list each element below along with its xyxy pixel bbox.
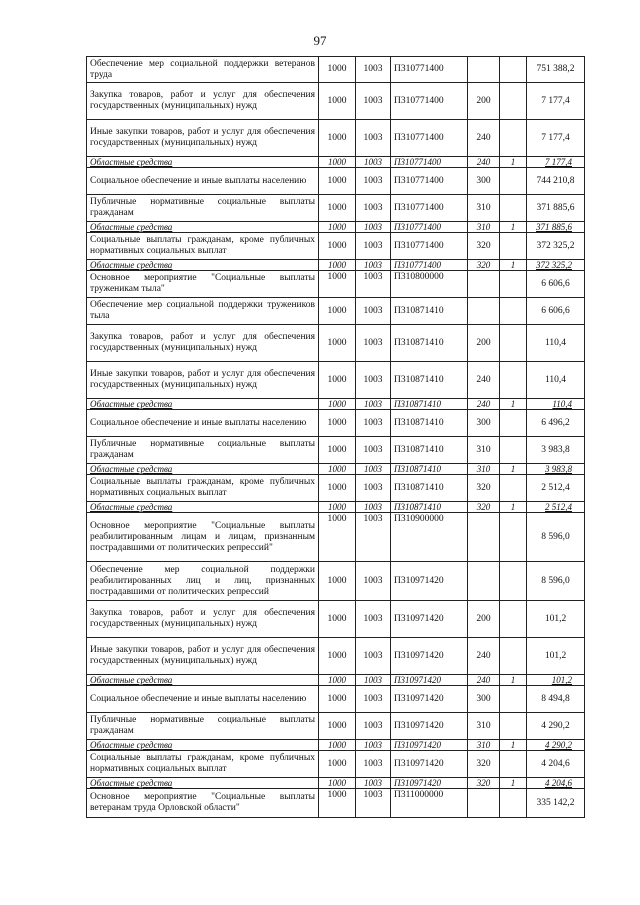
fund-source-code <box>500 686 527 713</box>
fund-source-code <box>500 638 527 675</box>
expense-type-code: 200 <box>468 83 500 120</box>
amount-value: 101,2 <box>527 601 585 638</box>
expense-type-code: 240 <box>468 120 500 157</box>
subsection-code: 1003 <box>356 789 391 818</box>
target-article-code: П310871410 <box>391 502 468 513</box>
fund-source-code <box>500 233 527 260</box>
target-article-code: П310771400 <box>391 195 468 222</box>
row-name: Социальные выплаты гражданам, кроме публичных нормативных социальных выплат <box>87 751 319 778</box>
row-name: Социальное обеспечение и иные выплаты населению <box>87 168 319 195</box>
table-row <box>87 298 585 325</box>
expense-type-code: 310 <box>468 437 500 464</box>
subsection-code: 1003 <box>356 222 391 233</box>
section-code: 1000 <box>319 789 356 818</box>
target-article-code: П310871410 <box>391 464 468 475</box>
expense-type-code <box>468 271 500 298</box>
target-article-code: П310971420 <box>391 638 468 675</box>
section-code: 1000 <box>319 502 356 513</box>
subsection-code: 1003 <box>356 325 391 362</box>
row-name: Областные средства <box>87 502 319 513</box>
subsection-code: 1003 <box>356 562 391 601</box>
row-name: Иные закупки товаров, работ и услуг для обеспечения государственных (муниципальных) нужд <box>87 362 319 399</box>
target-article-code: П310971420 <box>391 675 468 686</box>
subsection-code: 1003 <box>356 638 391 675</box>
subsection-code: 1003 <box>356 83 391 120</box>
subsection-code: 1003 <box>356 168 391 195</box>
amount-value: 4 290,2 <box>527 740 585 751</box>
subsection-code: 1003 <box>356 713 391 740</box>
fund-source-code <box>500 298 527 325</box>
subsection-code: 1003 <box>356 120 391 157</box>
section-code: 1000 <box>319 83 356 120</box>
amount-value: 3 983,8 <box>527 464 585 475</box>
table-row <box>87 751 585 778</box>
amount-value: 2 512,4 <box>527 475 585 502</box>
section-code: 1000 <box>319 601 356 638</box>
fund-source-code <box>500 437 527 464</box>
target-article-code: П310971420 <box>391 601 468 638</box>
expense-type-code: 240 <box>468 399 500 410</box>
row-name: Иные закупки товаров, работ и услуг для обеспечения государственных (муниципальных) нужд <box>87 120 319 157</box>
fund-source-code: 1 <box>500 260 527 271</box>
subsection-code: 1003 <box>356 233 391 260</box>
expense-type-code: 240 <box>468 638 500 675</box>
section-code: 1000 <box>319 260 356 271</box>
subsection-code: 1003 <box>356 475 391 502</box>
expense-type-code: 320 <box>468 751 500 778</box>
target-article-code: П310971420 <box>391 562 468 601</box>
expense-type-code <box>468 789 500 818</box>
section-code: 1000 <box>319 686 356 713</box>
row-name: Обеспечение мер социальной поддержки реабилитированных лиц и лиц, признанных пострадавшими от политических репрессий <box>87 562 319 601</box>
row-name: Областные средства <box>87 675 319 686</box>
subsection-code: 1003 <box>356 399 391 410</box>
target-article-code: П310871410 <box>391 298 468 325</box>
table-row-regional-funds <box>87 675 585 686</box>
row-name: Областные средства <box>87 399 319 410</box>
amount-value: 371 885,6 <box>527 195 585 222</box>
fund-source-code <box>500 168 527 195</box>
fund-source-code <box>500 271 527 298</box>
section-code: 1000 <box>319 57 356 83</box>
fund-source-code <box>500 751 527 778</box>
expense-type-code <box>468 298 500 325</box>
expense-type-code: 320 <box>468 475 500 502</box>
table-row-regional-funds <box>87 399 585 410</box>
expense-type-code: 240 <box>468 362 500 399</box>
amount-value: 372 325,2 <box>527 260 585 271</box>
fund-source-code <box>500 562 527 601</box>
amount-value: 2 512,4 <box>527 502 585 513</box>
expense-type-code <box>468 57 500 83</box>
target-article-code: П310971420 <box>391 740 468 751</box>
row-name: Социальные выплаты гражданам, кроме публичных нормативных социальных выплат <box>87 475 319 502</box>
expense-type-code: 320 <box>468 260 500 271</box>
target-article-code: П310971420 <box>391 713 468 740</box>
target-article-code: П310771400 <box>391 83 468 120</box>
subsection-code: 1003 <box>356 57 391 83</box>
expense-type-code: 310 <box>468 195 500 222</box>
expense-type-code: 320 <box>468 778 500 789</box>
table-row <box>87 562 585 601</box>
subsection-code: 1003 <box>356 362 391 399</box>
row-name: Социальные выплаты гражданам, кроме публичных нормативных социальных выплат <box>87 233 319 260</box>
amount-value: 7 177,4 <box>527 157 585 168</box>
section-code: 1000 <box>319 233 356 260</box>
amount-value: 7 177,4 <box>527 120 585 157</box>
amount-value: 6 496,2 <box>527 410 585 437</box>
table-row <box>87 120 585 157</box>
row-name: Обеспечение мер социальной поддержки ветеранов труда <box>87 57 319 83</box>
table-row <box>87 410 585 437</box>
amount-value: 4 204,6 <box>527 778 585 789</box>
subsection-code: 1003 <box>356 410 391 437</box>
fund-source-code <box>500 195 527 222</box>
section-code: 1000 <box>319 325 356 362</box>
section-code: 1000 <box>319 638 356 675</box>
target-article-code: П311000000 <box>391 789 468 818</box>
expense-type-code <box>468 562 500 601</box>
row-name: Закупка товаров, работ и услуг для обеспечения государственных (муниципальных) нужд <box>87 325 319 362</box>
fund-source-code: 1 <box>500 778 527 789</box>
subsection-code: 1003 <box>356 298 391 325</box>
amount-value: 335 142,2 <box>527 789 585 818</box>
fund-source-code: 1 <box>500 222 527 233</box>
fund-source-code <box>500 513 527 562</box>
subsection-code: 1003 <box>356 437 391 464</box>
amount-value: 8 596,0 <box>527 562 585 601</box>
fund-source-code: 1 <box>500 464 527 475</box>
fund-source-code: 1 <box>500 399 527 410</box>
table-row-main-activity <box>87 513 585 562</box>
target-article-code: П310871410 <box>391 410 468 437</box>
subsection-code: 1003 <box>356 675 391 686</box>
target-article-code: П310800000 <box>391 271 468 298</box>
table-row-main-activity <box>87 271 585 298</box>
amount-value: 101,2 <box>527 638 585 675</box>
table-row <box>87 83 585 120</box>
expense-type-code: 320 <box>468 233 500 260</box>
subsection-code: 1003 <box>356 464 391 475</box>
amount-value: 371 885,6 <box>527 222 585 233</box>
table-row-regional-funds <box>87 502 585 513</box>
target-article-code: П310971420 <box>391 778 468 789</box>
amount-value: 4 290,2 <box>527 713 585 740</box>
expense-type-code: 320 <box>468 502 500 513</box>
target-article-code: П310771400 <box>391 260 468 271</box>
table-row <box>87 168 585 195</box>
fund-source-code: 1 <box>500 502 527 513</box>
page-number: 97 <box>313 33 327 48</box>
expense-type-code: 200 <box>468 601 500 638</box>
section-code: 1000 <box>319 751 356 778</box>
table-row <box>87 233 585 260</box>
fund-source-code <box>500 789 527 818</box>
section-code: 1000 <box>319 778 356 789</box>
row-name: Областные средства <box>87 464 319 475</box>
subsection-code: 1003 <box>356 260 391 271</box>
expense-type-code: 310 <box>468 464 500 475</box>
amount-value: 751 388,2 <box>527 57 585 83</box>
target-article-code: П310771400 <box>391 222 468 233</box>
section-code: 1000 <box>319 120 356 157</box>
table-row-regional-funds <box>87 157 585 168</box>
section-code: 1000 <box>319 399 356 410</box>
table-row <box>87 195 585 222</box>
section-code: 1000 <box>319 362 356 399</box>
table-row <box>87 57 585 83</box>
row-name: Обеспечение мер социальной поддержки тружеников тыла <box>87 298 319 325</box>
section-code: 1000 <box>319 195 356 222</box>
table-row <box>87 601 585 638</box>
fund-source-code: 1 <box>500 157 527 168</box>
subsection-code: 1003 <box>356 195 391 222</box>
target-article-code: П310871410 <box>391 399 468 410</box>
amount-value: 8 494,8 <box>527 686 585 713</box>
budget-table <box>86 56 585 818</box>
row-name: Основное мероприятие "Социальные выплаты труженикам тыла" <box>87 271 319 298</box>
expense-type-code: 200 <box>468 325 500 362</box>
target-article-code: П310871410 <box>391 362 468 399</box>
table-row-regional-funds <box>87 740 585 751</box>
budget-table-body <box>87 57 585 818</box>
fund-source-code <box>500 57 527 83</box>
table-row <box>87 638 585 675</box>
row-name: Иные закупки товаров, работ и услуг для обеспечения государственных (муниципальных) нужд <box>87 638 319 675</box>
target-article-code: П310871410 <box>391 437 468 464</box>
row-name: Областные средства <box>87 260 319 271</box>
section-code: 1000 <box>319 713 356 740</box>
row-name: Областные средства <box>87 157 319 168</box>
target-article-code: П310771400 <box>391 120 468 157</box>
fund-source-code: 1 <box>500 675 527 686</box>
table-row <box>87 713 585 740</box>
target-article-code: П310771400 <box>391 57 468 83</box>
row-name: Публичные нормативные социальные выплаты гражданам <box>87 713 319 740</box>
target-article-code: П310771400 <box>391 168 468 195</box>
target-article-code: П310971420 <box>391 686 468 713</box>
fund-source-code <box>500 325 527 362</box>
amount-value: 744 210,8 <box>527 168 585 195</box>
amount-value: 6 606,6 <box>527 271 585 298</box>
amount-value: 372 325,2 <box>527 233 585 260</box>
fund-source-code: 1 <box>500 740 527 751</box>
amount-value: 4 204,6 <box>527 751 585 778</box>
row-name: Основное мероприятие "Социальные выплаты ветеранам труда Орловской области" <box>87 789 319 818</box>
row-name: Закупка товаров, работ и услуг для обеспечения государственных (муниципальных) нужд <box>87 83 319 120</box>
expense-type-code: 300 <box>468 410 500 437</box>
table-row-regional-funds <box>87 260 585 271</box>
subsection-code: 1003 <box>356 740 391 751</box>
table-row <box>87 475 585 502</box>
amount-value: 6 606,6 <box>527 298 585 325</box>
row-name: Публичные нормативные социальные выплаты гражданам <box>87 195 319 222</box>
table-row-regional-funds <box>87 778 585 789</box>
fund-source-code <box>500 83 527 120</box>
table-row-regional-funds <box>87 464 585 475</box>
row-name: Публичные нормативные социальные выплаты гражданам <box>87 437 319 464</box>
fund-source-code <box>500 601 527 638</box>
target-article-code: П310900000 <box>391 513 468 562</box>
subsection-code: 1003 <box>356 778 391 789</box>
section-code: 1000 <box>319 675 356 686</box>
row-name: Закупка товаров, работ и услуг для обеспечения государственных (муниципальных) нужд <box>87 601 319 638</box>
section-code: 1000 <box>319 740 356 751</box>
subsection-code: 1003 <box>356 513 391 562</box>
fund-source-code <box>500 713 527 740</box>
section-code: 1000 <box>319 222 356 233</box>
table-row <box>87 362 585 399</box>
subsection-code: 1003 <box>356 502 391 513</box>
row-name: Областные средства <box>87 740 319 751</box>
target-article-code: П310971420 <box>391 751 468 778</box>
target-article-code: П310771400 <box>391 233 468 260</box>
subsection-code: 1003 <box>356 601 391 638</box>
row-name: Социальное обеспечение и иные выплаты населению <box>87 410 319 437</box>
section-code: 1000 <box>319 157 356 168</box>
row-name: Областные средства <box>87 222 319 233</box>
subsection-code: 1003 <box>356 271 391 298</box>
section-code: 1000 <box>319 513 356 562</box>
subsection-code: 1003 <box>356 751 391 778</box>
target-article-code: П310871410 <box>391 475 468 502</box>
expense-type-code <box>468 513 500 562</box>
section-code: 1000 <box>319 168 356 195</box>
subsection-code: 1003 <box>356 157 391 168</box>
row-name: Основное мероприятие "Социальные выплаты реабилитированным лицам и лицам, признанным пострадавшими от политических репрессий" <box>87 513 319 562</box>
expense-type-code: 310 <box>468 713 500 740</box>
expense-type-code: 240 <box>468 157 500 168</box>
amount-value: 110,4 <box>527 362 585 399</box>
section-code: 1000 <box>319 437 356 464</box>
subsection-code: 1003 <box>356 686 391 713</box>
section-code: 1000 <box>319 562 356 601</box>
table-row-regional-funds <box>87 222 585 233</box>
expense-type-code: 240 <box>468 675 500 686</box>
amount-value: 3 983,8 <box>527 437 585 464</box>
amount-value: 110,4 <box>527 399 585 410</box>
fund-source-code <box>500 475 527 502</box>
target-article-code: П310871410 <box>391 325 468 362</box>
amount-value: 110,4 <box>527 325 585 362</box>
expense-type-code: 300 <box>468 168 500 195</box>
target-article-code: П310771400 <box>391 157 468 168</box>
amount-value: 7 177,4 <box>527 83 585 120</box>
expense-type-code: 310 <box>468 222 500 233</box>
section-code: 1000 <box>319 410 356 437</box>
table-row <box>87 686 585 713</box>
fund-source-code <box>500 410 527 437</box>
row-name: Областные средства <box>87 778 319 789</box>
expense-type-code: 310 <box>468 740 500 751</box>
amount-value: 8 596,0 <box>527 513 585 562</box>
fund-source-code <box>500 120 527 157</box>
table-row <box>87 437 585 464</box>
expense-type-code: 300 <box>468 686 500 713</box>
row-name: Социальное обеспечение и иные выплаты населению <box>87 686 319 713</box>
section-code: 1000 <box>319 271 356 298</box>
amount-value: 101,2 <box>527 675 585 686</box>
section-code: 1000 <box>319 298 356 325</box>
section-code: 1000 <box>319 464 356 475</box>
section-code: 1000 <box>319 475 356 502</box>
fund-source-code <box>500 362 527 399</box>
table-row <box>87 325 585 362</box>
table-row-main-activity <box>87 789 585 818</box>
